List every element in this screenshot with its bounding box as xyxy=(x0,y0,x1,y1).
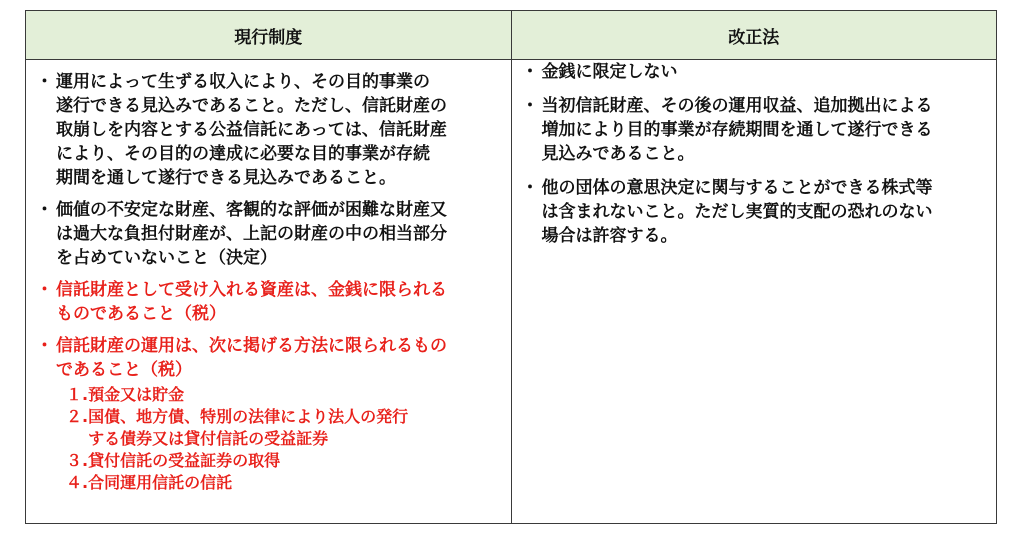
current-bullet-2 xyxy=(36,198,501,270)
bullet-dot: ・ xyxy=(36,72,53,92)
method-number: ４. xyxy=(66,473,89,492)
method-item-4 xyxy=(36,472,501,494)
revised-bullet-1 xyxy=(522,60,989,84)
method-text: 合同運用信託の信託 xyxy=(88,473,233,492)
method-number: １. xyxy=(66,385,89,404)
revised-bullet-3 xyxy=(522,176,989,248)
revised-bullet-text: 他の団体の意思決定に関与することができる株式等 は含まれないこと。ただし実質的支配の恐れのない 場合は許容する。 xyxy=(541,178,933,246)
method-number: ２. xyxy=(66,407,89,426)
header-row xyxy=(26,11,997,60)
current-bullet-text: 信託財産として受け入れる資産は、金銭に限られる ものであること（税） xyxy=(56,280,447,324)
method-number: ３. xyxy=(66,451,89,470)
revised-bullet-text: 当初信託財産、その後の運用収益、追加拠出による 増加により目的事業が存続期間を通して遂行できる 見込みであること。 xyxy=(541,96,933,164)
method-item-3 xyxy=(36,450,501,472)
current-bullet-text: 信託財産の運用は、次に掲げる方法に限られるもの であること（税） xyxy=(56,336,447,380)
content-row xyxy=(26,60,997,524)
method-text: 貸付信託の受益証券の取得 xyxy=(88,451,281,470)
current-bullet-4 xyxy=(36,334,501,382)
bullet-dot: ・ xyxy=(36,336,53,356)
comparison-table xyxy=(25,10,997,524)
current-bullet-text: 価値の不安定な財産、客観的な評価が困難な財産又 は過大な負担付財産が、上記の財産の中の相当部分 を占めていないこと（決定） xyxy=(56,200,447,268)
bullet-dot: ・ xyxy=(521,178,539,198)
method-item-1 xyxy=(36,384,501,406)
bullet-dot: ・ xyxy=(521,96,539,116)
revised-bullet-2 xyxy=(522,94,989,166)
bullet-dot: ・ xyxy=(36,280,53,300)
method-text: 国債、地方債、特別の法律により法人の発行 する債券又は貸付信託の受益証券 xyxy=(88,407,409,448)
current-bullet-text: 運用によって生ずる収入により、その目的事業の 遂行できる見込みであること。ただし、信託財産の 取崩しを内容とする公益信託にあっては、信託財産 により、その目的の達成に必要な目的事業が存続 期間を通して遂行できる見込みであること。 xyxy=(56,72,447,188)
method-text: 預金又は貯金 xyxy=(88,385,185,404)
header-current-system: 現行制度 xyxy=(26,11,512,60)
revised-bullet-text: 金銭に限定しない xyxy=(541,62,678,82)
method-item-2 xyxy=(36,406,501,450)
header-revised-law: 改正法 xyxy=(511,11,997,60)
bullet-dot: ・ xyxy=(521,62,539,82)
bullet-dot: ・ xyxy=(36,200,53,220)
current-system-cell xyxy=(26,60,512,524)
comparison-table-wrapper xyxy=(25,10,997,524)
current-bullet-3 xyxy=(36,278,501,326)
current-bullet-1 xyxy=(36,70,501,190)
revised-law-cell xyxy=(511,60,997,524)
